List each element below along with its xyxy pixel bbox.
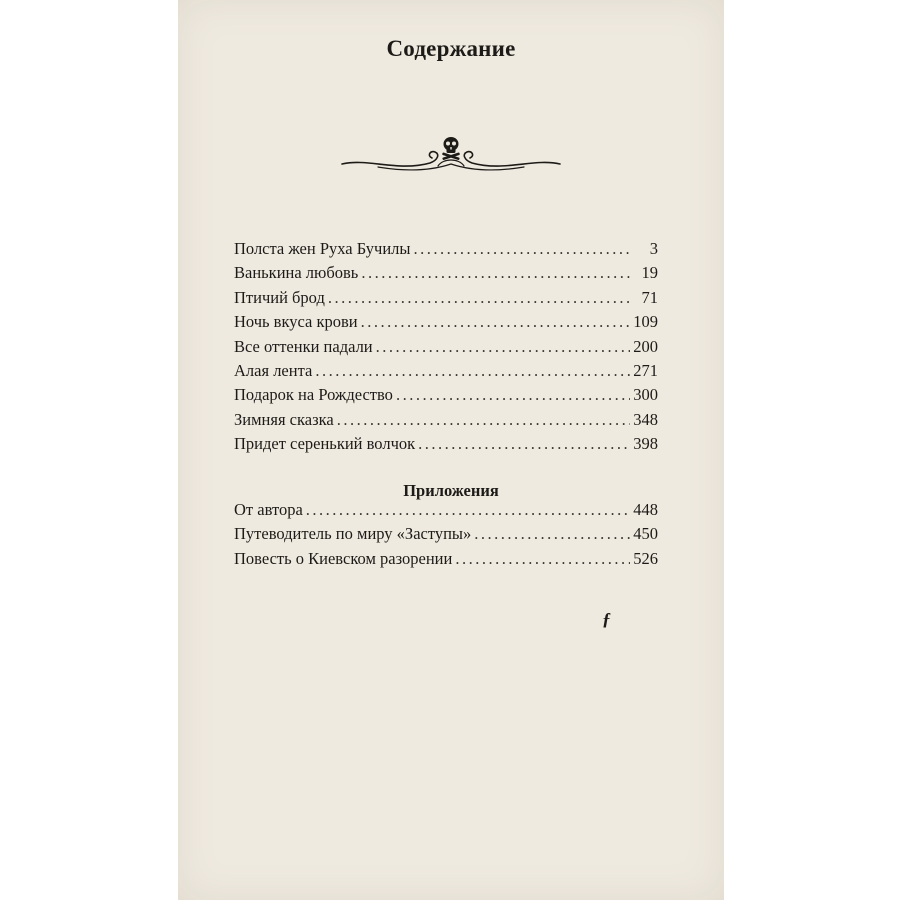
dot-leader <box>455 547 630 571</box>
toc-entry[interactable] <box>234 310 658 334</box>
toc-entry-title: Все оттенки падали <box>234 336 373 356</box>
toc-entry[interactable] <box>234 261 658 285</box>
dot-leader <box>376 335 631 359</box>
toc-entry-page: 348 <box>633 409 658 429</box>
toc-entry-page: 3 <box>649 239 658 258</box>
dot-leader <box>306 498 630 522</box>
dot-leader <box>337 408 631 432</box>
toc-entry-title: Ванькина любовь <box>234 263 359 283</box>
toc-entry[interactable] <box>234 335 658 359</box>
dot-leader <box>361 261 631 285</box>
toc-entry-page: 19 <box>641 263 658 283</box>
toc-entry-title: От автора <box>234 500 303 519</box>
toc-entry-page: 109 <box>633 312 658 332</box>
toc-entry[interactable] <box>234 522 658 546</box>
skull-flourish-icon <box>338 128 564 178</box>
dot-leader <box>474 522 630 546</box>
dot-leader <box>315 359 630 383</box>
toc-entry-page: 71 <box>641 287 658 307</box>
toc-entry-page: 450 <box>633 524 658 544</box>
toc-entry[interactable] <box>234 498 658 522</box>
toc-entry-title: Алая лента <box>234 360 313 380</box>
toc-entry[interactable] <box>234 432 658 456</box>
toc-entry-page: 300 <box>633 385 658 405</box>
toc-entry-title: Полста жен Руха Бучилы <box>234 239 411 258</box>
dot-leader <box>328 286 631 310</box>
toc-entry-title: Ночь вкуса крови <box>234 312 358 332</box>
dot-leader <box>414 237 632 261</box>
toc-entry-title: Птичий брод <box>234 287 325 307</box>
toc-entry-title: Зимняя сказка <box>234 409 334 429</box>
toc-entry-page: 271 <box>633 360 658 380</box>
toc-entry[interactable] <box>234 359 658 383</box>
toc-entry-page: 526 <box>633 548 658 568</box>
dot-leader <box>361 310 631 334</box>
toc-entry-title: Подарок на Рождество <box>234 385 393 405</box>
appendix-heading: Приложения <box>403 481 499 500</box>
toc-entry[interactable] <box>234 408 658 432</box>
dot-leader <box>396 383 630 407</box>
toc-entry[interactable] <box>234 237 658 261</box>
signature-mark: ƒ <box>602 609 611 629</box>
toc-entry-page: 200 <box>633 336 658 356</box>
toc-entry-title: Повесть о Киевском разорении <box>234 548 453 568</box>
toc-entry-title: Путеводитель по миру «Заступы» <box>234 524 472 544</box>
toc-entry-title: Придет серенький волчок <box>234 434 416 454</box>
appendix-list <box>234 498 658 571</box>
page-title: Содержание <box>386 36 516 61</box>
toc-entry-page: 398 <box>633 434 658 454</box>
toc-entry[interactable] <box>234 547 658 571</box>
toc-entry-page: 448 <box>633 500 658 519</box>
dot-leader <box>418 432 630 456</box>
contents-list <box>234 237 658 457</box>
book-page <box>178 0 724 900</box>
toc-entry[interactable] <box>234 286 658 310</box>
toc-entry[interactable] <box>234 383 658 407</box>
